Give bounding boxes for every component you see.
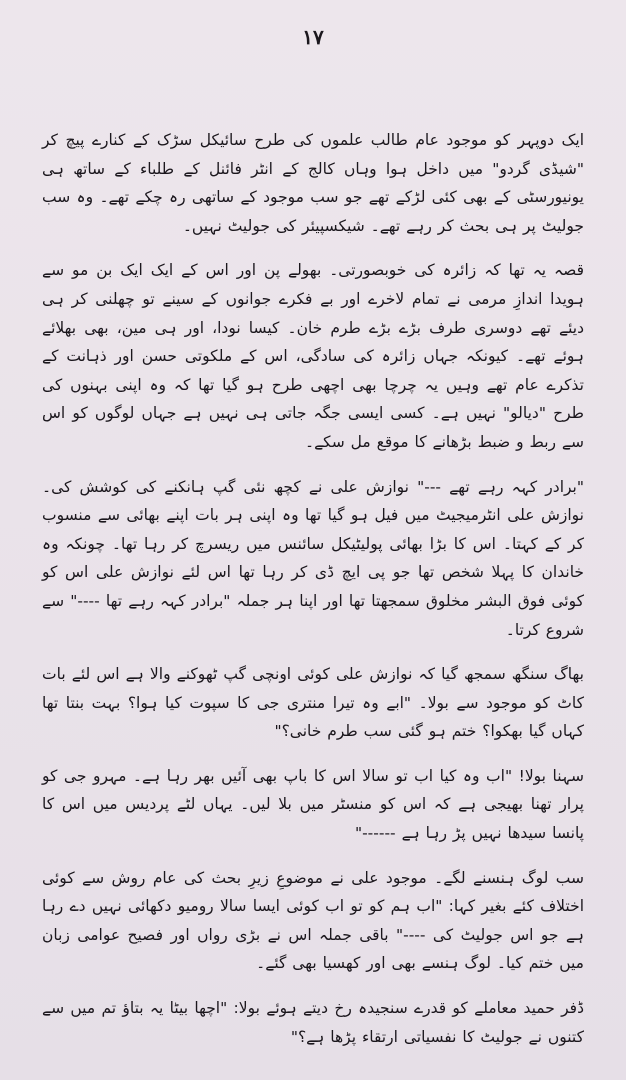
paragraph: سہنا بولا! "اب وہ کیا اب تو سالا اس کا باپ بھی آئیں بھر رہا ہے۔ مہرو جی کو پرار تھنا بھیجی ہے کہ اس کو منسٹر میں بلا لیں۔ یہاں لٹے پردیس میں اس کا پانسا سیدھا نہیں پڑ رہا ہے ------" xyxy=(42,766,584,843)
paragraph: سب لوگ ہنسنے لگے۔ موجود علی نے موضوعِ زیرِ بحث کی عام روش سے کوئی اختلاف کئے بغیر کہا: "اب ہم کو تو اب کوئی ایسا سالا رومیو دکھائی نہیں دے رہا ہے جو اس جولیٹ کی ----" باقی جملہ اس نے بڑی رواں اور فصیح عوامی زبان میں ختم کیا۔ لوگ ہنسے بھی اور کھسیا بھی گئے۔ xyxy=(42,868,584,973)
paragraph: قصہ یہ تھا کہ زائرہ کی خوبصورتی۔ بھولے پن اور اس کے ایک ایک بن مو سے ہویدا اندازِ مرمی نے تمام لاخرے اور بے فکرے جوانوں کے سینے تو چھلنی کر ہی دیئے تھے دوسری طرف بڑے بڑے طرم خان۔ کیسا نودا، اور ہی مین، بھی بھلائے ہوئے تھے۔ کیونکہ جہاں زائرہ کی سادگی، اس کے ملکوتی حسن اور ذہانت کے تذکرے عام تھے وہیں یہ چرچا بھی اچھی طرح ہو گیا تھا کہ وہ اپنی بہنوں کی طرح "دیالو" نہیں ہے۔ کسی ایسی جگہ جاتی ہی نہیں ہے جہاں لوگوں کو اس سے ربط و ضبط بڑھانے کا موقع مل سکے۔ xyxy=(42,261,584,451)
page-number: ۱۷ xyxy=(302,25,324,49)
paragraph: "برادر کہہ رہے تھے ---" نوازش علی نے کچھ نئی گپ ہانکنے کی کوشش کی۔ نوازش علی انٹرمیجیٹ میں فیل ہو گیا تھا وہ اپنی ہر بات اپنے بھائی سے منسوب کر کے کہتا۔ اس کا بڑا بھائی پولیٹیکل سائنس میں ریسرچ کر رہا تھا۔ چونکہ وہ خاندان کا پہلا شخص تھا جو پی ایچ ڈی کر رہا تھا اس لئے نوازش علی اس کو کوئی فوق البشر مخلوق سمجھتا تھا اور اپنا ہر جملہ "برادر کہہ رہے تھا ----" سے شروع کرتا۔ xyxy=(42,477,584,639)
paragraph: بھاگ سنگھ سمجھ گیا کہ نوازش علی کوئی اونچی گپ ٹھوکنے والا ہے اس لئے بات کاٹ کو موجود سے بولا۔ "ابے وہ تیرا منتری جی کا سپوت کیا ہوا؟ بہت بنتا تھا کہاں گیا بھکوا؟ ختم ہو گئی سب طرم خانی؟" xyxy=(42,665,584,741)
paragraph: ڈفر حمید معاملے کو قدرے سنجیدہ رخ دیتے ہوئے بولا: "اچھا بیٹا یہ بتاؤ تم میں سے کتنوں نے جولیٹ کا نفسیاتی ارتقاء پڑھا ہے؟" xyxy=(42,999,584,1046)
paragraph: ایک دوپہر کو موجود عام طالب علموں کی طرح سائیکل سڑک کے کنارے پیچ کر "شیڈی گردو" میں داخل ہوا وہاں کالج کے انٹر فائنل کے طلباء کے ساتھ ہی یونیورسٹی کے بھی کئی لڑکے تھے جو سب موجود کے ساتھی رہ چکے تھے۔ وہ سب جولیٹ پر ہی بحث کر رہے تھے۔ شیکسپیئر کی جولیٹ نہیں۔ xyxy=(42,131,584,235)
